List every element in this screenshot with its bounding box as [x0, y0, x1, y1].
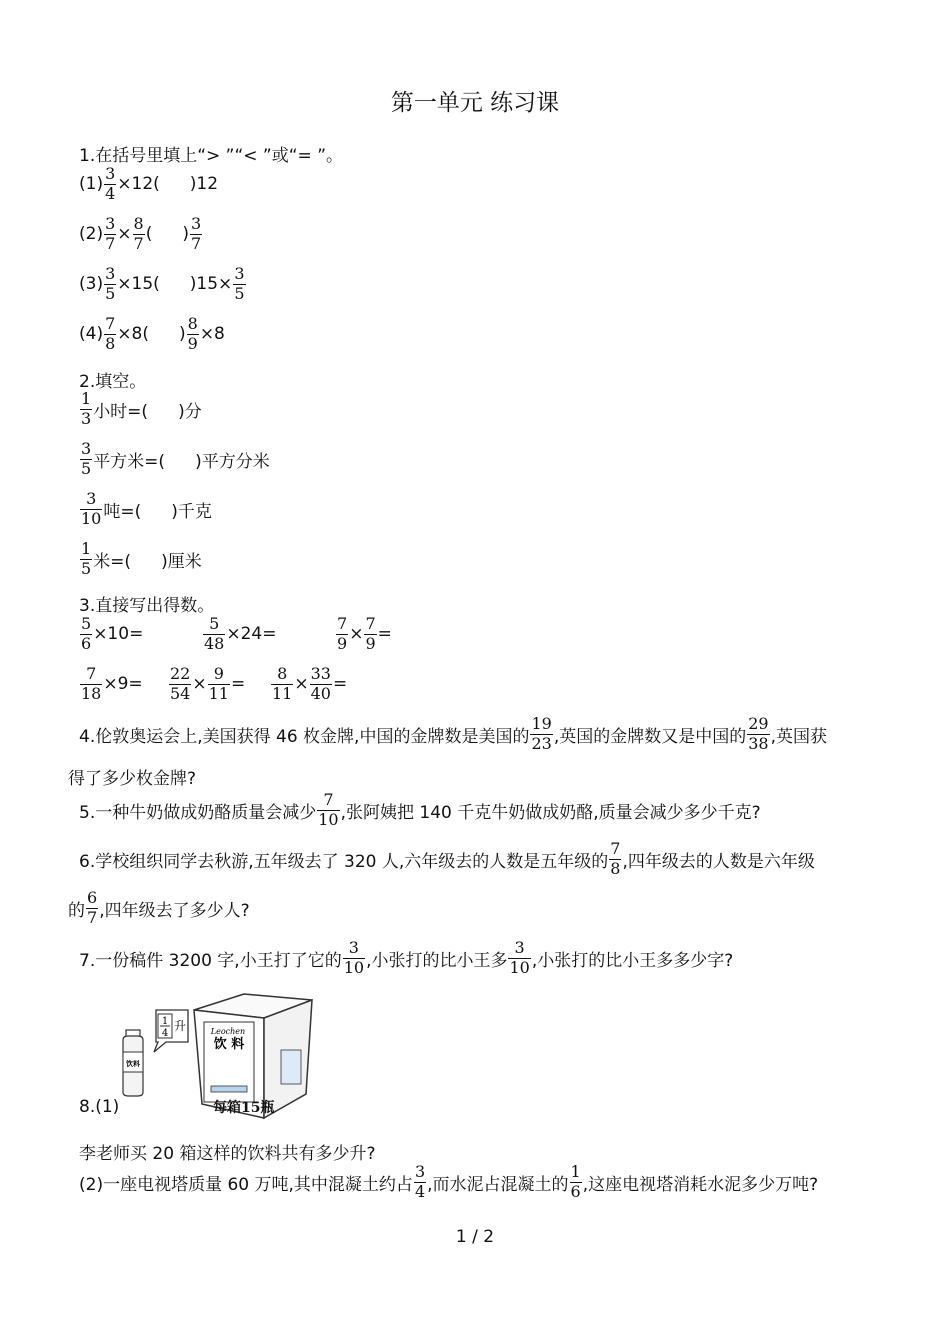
fraction: $\frac{8}{7}$: [133, 214, 144, 253]
question-1-prompt: 1.在括号里填上“> ”“< ”或“= ”。: [79, 146, 344, 166]
fraction: $\frac{3}{5}$: [81, 439, 92, 478]
fraction: $\frac{19}{23}$: [531, 714, 552, 753]
q3-row-2-item-2: $\frac{22}{54}$ × $\frac{9}{11}$ =: [170, 664, 246, 703]
question-4-line-1: 4.伦敦奥运会上,美国获得 46 枚金牌,中国的金牌数是美国的 $\frac{19}{23}$ ,英国的金牌数又是中国的 $\frac{29}{38}$ ,英国获: [79, 714, 827, 753]
fraction: $\frac{8}{11}$: [272, 664, 293, 703]
box-label: 饮 料: [213, 1037, 245, 1052]
fraction: $\frac{3}{5}$: [234, 264, 245, 303]
fraction: $\frac{33}{40}$: [310, 664, 331, 703]
fraction: $\frac{7}{8}$: [105, 314, 116, 353]
fraction: $\frac{7}{9}$: [365, 614, 376, 653]
question-6-line-2: 的 $\frac{6}{7}$ ,四年级去了多少人?: [68, 888, 250, 927]
question-6-line-1: 6.学校组织同学去秋游,五年级去了 320 人,六年级去的人数是五年级的 $\frac{7}{8}$ ,四年级去的人数是六年级: [79, 839, 815, 878]
q2-item-2: $\frac{3}{5}$ 平方米=( )平方分米: [81, 439, 270, 478]
fraction: $\frac{7}{8}$: [610, 839, 621, 878]
bubble-numerator: 1: [161, 1016, 169, 1027]
fraction: $\frac{8}{9}$: [187, 314, 198, 353]
fraction: $\frac{29}{38}$: [748, 714, 769, 753]
q2-item-4: $\frac{1}{5}$ 米=( )厘米: [81, 539, 202, 578]
q1-item-3: (3) $\frac{3}{5}$ ×15( )15× $\frac{3}{5}$: [79, 264, 245, 303]
q1-item-1: (1) $\frac{3}{4}$ ×12( )12: [79, 164, 219, 203]
bottle-icon: [123, 1030, 143, 1096]
q2-item-3: $\frac{3}{10}$ 吨=( )千克: [81, 489, 212, 528]
q3-row-2-item-1: $\frac{7}{18}$ ×9=: [81, 664, 143, 703]
fraction: $\frac{3}{7}$: [191, 214, 202, 253]
bubble-unit: 升: [173, 1019, 187, 1033]
page-number: 1 / 2: [455, 1227, 495, 1247]
q1-item-2: (2) $\frac{3}{7}$ × $\frac{8}{7}$ ( ) $\frac{3}{7}$: [79, 214, 202, 253]
question-8-label: 8.(1): [79, 1097, 120, 1117]
question-8-part-2: (2)一座电视塔质量 60 万吨,其中混凝土约占 $\frac{3}{4}$ ,而水泥占混凝土的 $\frac{1}{6}$ ,这座电视塔消耗水泥多少万吨?: [79, 1162, 819, 1201]
fraction: $\frac{3}{5}$: [105, 264, 116, 303]
fraction: $\frac{3}{4}$: [105, 164, 116, 203]
page-title: 第一单元 练习课: [390, 90, 560, 116]
fraction: $\frac{3}{10}$: [343, 938, 365, 977]
fraction: $\frac{7}{9}$: [337, 614, 348, 653]
fraction: $\frac{1}{3}$: [81, 389, 92, 428]
fraction: $\frac{7}{18}$: [81, 664, 102, 703]
fraction: $\frac{1}{5}$: [81, 539, 92, 578]
fraction: $\frac{3}{10}$: [81, 489, 102, 528]
question-2-prompt: 2.填空。: [79, 372, 147, 392]
fraction: $\frac{7}{10}$: [318, 790, 339, 829]
fraction: $\frac{3}{7}$: [105, 214, 116, 253]
figure-caption: 每箱15瓶: [213, 1100, 275, 1116]
bubble-denominator: 4: [161, 1028, 169, 1039]
fraction: $\frac{1}{6}$: [570, 1162, 581, 1201]
bottle-label: 饮料: [126, 1060, 140, 1068]
fraction: $\frac{22}{54}$: [170, 664, 191, 703]
question-8-part-1: 李老师买 20 箱这样的饮料共有多少升?: [79, 1144, 376, 1164]
q1-item-4: (4) $\frac{7}{8}$ ×8( ) $\frac{8}{9}$ ×8: [79, 314, 225, 353]
fraction: $\frac{5}{48}$: [204, 614, 225, 653]
question-3-prompt: 3.直接写出得数。: [79, 596, 215, 616]
q3-row-2-item-3: $\frac{8}{11}$ × $\frac{33}{40}$ =: [272, 664, 348, 703]
fraction: $\frac{3}{4}$: [414, 1162, 426, 1201]
fraction: $\frac{6}{7}$: [87, 888, 98, 927]
fraction: $\frac{5}{6}$: [81, 614, 92, 653]
question-5: 5.一种牛奶做成奶酪质量会减少 $\frac{7}{10}$ ,张阿姨把 140 千克牛奶做成奶酪,质量会减少多少千克?: [79, 790, 761, 829]
fraction: $\frac{3}{10}$: [509, 938, 530, 977]
fraction: $\frac{9}{11}$: [208, 664, 229, 703]
q3-row-1-item-2: $\frac{5}{48}$ ×24=: [204, 614, 277, 653]
box-brand: Leochen: [210, 1027, 246, 1036]
q3-row-1-item-1: $\frac{5}{6}$ ×10=: [81, 614, 144, 653]
volume-bubble: [154, 1010, 188, 1052]
question-4-line-2: 得了多少枚金牌?: [68, 769, 197, 789]
question-7: 7.一份稿件 3200 字,小王打了它的 $\frac{3}{10}$ ,小张打的比小王多 $\frac{3}{10}$ ,小张打的比小王多多少字?: [79, 938, 734, 977]
q2-item-1: $\frac{1}{3}$ 小时=( )分: [81, 389, 202, 428]
q3-row-1-item-3: $\frac{7}{9}$ × $\frac{7}{9}$ =: [337, 614, 392, 653]
